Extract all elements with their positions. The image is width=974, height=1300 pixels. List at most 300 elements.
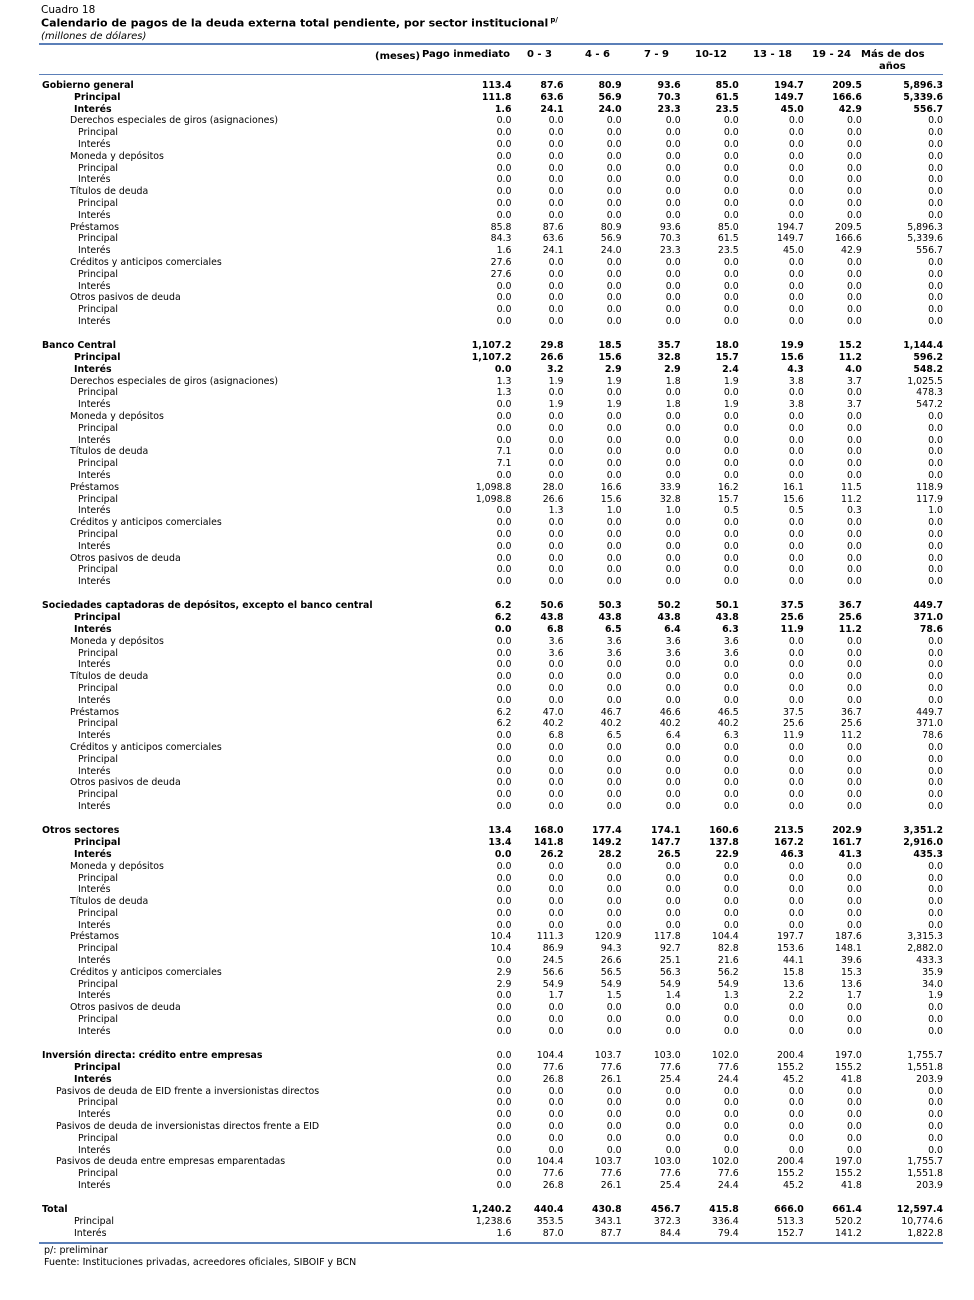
value-cell: 3.6: [665, 647, 681, 659]
value-cell: 0.0: [788, 280, 804, 292]
value-cell: 3.8: [788, 375, 804, 387]
value-cell: 0.0: [846, 256, 862, 268]
table-title: [41, 16, 558, 30]
value-cell: 1.3: [496, 387, 512, 399]
table-row: [39, 1014, 943, 1026]
value-cell: 3,315.3: [907, 931, 943, 943]
table-row: [39, 364, 943, 376]
value-cell: 0.0: [723, 860, 739, 872]
value-cell: 0.0: [496, 907, 512, 919]
value-cell: 0.0: [928, 765, 943, 777]
value-cell: 0.0: [606, 256, 622, 268]
value-cell: 0.0: [496, 1025, 512, 1037]
value-cell: 104.4: [536, 1156, 564, 1168]
value-cell: 0.0: [928, 150, 943, 162]
debt-schedule-table: [39, 80, 943, 1240]
value-cell: 5,339.6: [907, 233, 943, 245]
value-cell: 0.0: [494, 624, 512, 636]
table-row: [39, 233, 943, 245]
table-row: [39, 849, 943, 861]
value-cell: 0.0: [496, 304, 512, 316]
value-cell: 0.0: [606, 268, 622, 280]
value-cell: 0.0: [665, 268, 681, 280]
value-cell: 0.0: [496, 517, 512, 529]
value-cell: 37.5: [782, 706, 804, 718]
value-cell: 0.0: [606, 576, 622, 588]
value-cell: 0.0: [788, 919, 804, 931]
value-cell: 0.0: [723, 256, 739, 268]
value-cell: 0.0: [846, 174, 862, 186]
row-label: Moneda y depósitos: [70, 860, 164, 872]
value-cell: 0.0: [496, 1014, 512, 1026]
value-cell: 0.0: [606, 411, 622, 423]
value-cell: 0.0: [496, 635, 512, 647]
unit-note: (millones de dólares): [41, 31, 147, 42]
row-label: Principal: [78, 233, 118, 245]
value-cell: 23.3: [659, 245, 681, 257]
value-cell: 0.0: [788, 150, 804, 162]
value-cell: 0.0: [928, 635, 943, 647]
value-cell: 0.0: [928, 860, 943, 872]
table-row: [39, 896, 943, 908]
table-row: [39, 127, 943, 139]
value-cell: 25.6: [780, 612, 804, 624]
value-cell: 0.0: [846, 742, 862, 754]
value-cell: 0.0: [846, 683, 862, 695]
value-cell: 5,896.3: [907, 221, 943, 233]
value-cell: 45.0: [782, 245, 804, 257]
value-cell: 1.7: [548, 990, 564, 1002]
row-label: Títulos de deuda: [70, 186, 149, 198]
value-cell: 1.9: [723, 375, 739, 387]
value-cell: 200.4: [776, 1050, 804, 1062]
value-cell: 80.9: [600, 221, 622, 233]
value-cell: 155.2: [776, 1168, 804, 1180]
value-cell: 40.2: [717, 718, 739, 730]
value-cell: 0.0: [548, 1014, 564, 1026]
table-row: [39, 517, 943, 529]
value-cell: 103.0: [653, 1050, 681, 1062]
value-cell: 0.0: [723, 659, 739, 671]
value-cell: 166.6: [832, 91, 862, 103]
value-cell: 0.0: [548, 1132, 564, 1144]
value-cell: 0.0: [723, 150, 739, 162]
value-cell: 1,238.6: [475, 1216, 512, 1228]
value-cell: 0.0: [723, 801, 739, 813]
value-cell: 25.6: [841, 718, 862, 730]
table-row: [39, 352, 943, 364]
row-label: Principal: [78, 268, 118, 280]
value-cell: 0.0: [788, 127, 804, 139]
value-cell: 0.0: [788, 765, 804, 777]
value-cell: 86.9: [542, 943, 564, 955]
value-cell: 6.8: [548, 730, 564, 742]
value-cell: 2.2: [788, 990, 804, 1002]
value-cell: 0.0: [665, 150, 681, 162]
value-cell: 0.0: [928, 186, 943, 198]
value-cell: 0.0: [548, 683, 564, 695]
row-label: Principal: [78, 458, 118, 470]
spacer-row: [39, 1192, 943, 1205]
value-cell: 87.6: [542, 221, 564, 233]
value-cell: 24.5: [542, 955, 564, 967]
value-cell: 0.0: [496, 411, 512, 423]
table-row: [39, 600, 943, 612]
value-cell: 35.9: [922, 966, 943, 978]
value-cell: 15.6: [598, 352, 622, 364]
row-label: Principal: [78, 1132, 118, 1144]
col-header-mas-de-dos: Más de dos: [861, 49, 925, 60]
value-cell: 24.1: [540, 103, 564, 115]
table-row: [39, 1109, 943, 1121]
value-cell: 0.0: [548, 860, 564, 872]
value-cell: 0.0: [548, 197, 564, 209]
value-cell: 1.8: [665, 375, 681, 387]
value-cell: 0.0: [788, 304, 804, 316]
value-cell: 0.0: [846, 150, 862, 162]
value-cell: 0.0: [846, 517, 862, 529]
value-cell: 0.0: [846, 907, 862, 919]
row-label: Pasivos de deuda de inversionistas directos frente a EID: [56, 1120, 320, 1132]
value-cell: 11.2: [838, 624, 862, 636]
value-cell: 1.6: [494, 103, 512, 115]
value-cell: 26.1: [600, 1179, 622, 1191]
value-cell: 0.0: [606, 186, 622, 198]
value-cell: 61.5: [715, 91, 739, 103]
value-cell: 3.6: [665, 635, 681, 647]
table-row: [39, 1026, 943, 1038]
value-cell: 0.0: [496, 884, 512, 896]
value-cell: 0.0: [496, 470, 512, 481]
value-cell: 0.0: [496, 789, 512, 801]
row-label: Títulos de deuda: [70, 446, 149, 458]
value-cell: 0.0: [548, 919, 564, 931]
value-cell: 0.0: [723, 138, 739, 150]
row-label: Créditos y anticipos comerciales: [70, 742, 222, 754]
table-row: [39, 659, 943, 671]
row-label: Interés: [78, 765, 111, 777]
value-cell: 0.0: [846, 315, 862, 327]
value-cell: 0.0: [846, 1014, 862, 1026]
table-row: [39, 1050, 943, 1062]
value-cell: 0.0: [846, 304, 862, 316]
value-cell: 15.8: [782, 966, 804, 978]
value-cell: 449.7: [913, 600, 943, 612]
value-cell: 26.6: [600, 955, 622, 967]
value-cell: 87.6: [540, 80, 564, 91]
value-cell: 0.0: [548, 896, 564, 908]
row-label: Interés: [78, 174, 111, 186]
table-row: [39, 1097, 943, 1109]
value-cell: 43.8: [657, 612, 681, 624]
row-label: Principal: [78, 943, 118, 955]
value-cell: 194.7: [776, 221, 804, 233]
value-cell: 3,351.2: [903, 825, 943, 837]
value-cell: 11.5: [841, 481, 862, 493]
value-cell: 117.9: [916, 493, 943, 505]
row-label: Sociedades captadoras de depósitos, excepto el banco central: [42, 600, 373, 612]
value-cell: 0.0: [665, 115, 681, 127]
value-cell: 77.6: [600, 1168, 622, 1180]
value-cell: 0.0: [928, 209, 943, 221]
value-cell: 5,896.3: [903, 80, 943, 91]
row-label: Interés: [78, 1179, 111, 1191]
value-cell: 0.0: [846, 1025, 862, 1037]
value-cell: 0.0: [665, 174, 681, 186]
table-row: [39, 292, 943, 304]
table-row: [39, 104, 943, 116]
value-cell: 0.0: [928, 1097, 943, 1109]
row-label: Préstamos: [70, 931, 119, 943]
value-cell: 0.0: [606, 540, 622, 552]
value-cell: 27.6: [490, 268, 512, 280]
table-row: [39, 979, 943, 991]
spacer-cell: [39, 328, 943, 341]
table-row: [39, 1074, 943, 1086]
value-cell: 15.7: [717, 493, 739, 505]
value-cell: 353.5: [536, 1216, 564, 1228]
row-label: Total: [42, 1204, 68, 1216]
value-cell: 0.0: [723, 315, 739, 327]
table-row: [39, 139, 943, 151]
value-cell: 25.6: [838, 612, 862, 624]
value-cell: 0.0: [788, 517, 804, 529]
row-label: Principal: [78, 718, 118, 730]
value-cell: 0.0: [846, 1132, 862, 1144]
value-cell: 24.4: [717, 1073, 739, 1085]
table-row: [39, 269, 943, 281]
table-row: [39, 648, 943, 660]
value-cell: 0.0: [548, 777, 564, 789]
value-cell: 11.9: [782, 730, 804, 742]
row-label: Principal: [78, 647, 118, 659]
value-cell: 0.0: [548, 576, 564, 588]
value-cell: 0.0: [548, 411, 564, 423]
table-row: [39, 695, 943, 707]
value-cell: 6.2: [494, 612, 512, 624]
value-cell: 0.0: [548, 884, 564, 896]
value-cell: 0.0: [496, 399, 512, 411]
value-cell: 0.0: [723, 896, 739, 908]
value-cell: 2,916.0: [903, 837, 943, 849]
value-cell: 0.0: [723, 742, 739, 754]
value-cell: 0.0: [723, 540, 739, 552]
value-cell: 0.0: [665, 540, 681, 552]
row-label: Principal: [78, 127, 118, 139]
table-row: [39, 636, 943, 648]
value-cell: 0.0: [665, 387, 681, 399]
value-cell: 0.0: [723, 127, 739, 139]
value-cell: 0.0: [788, 635, 804, 647]
value-cell: 0.0: [496, 1168, 512, 1180]
value-cell: 0.0: [665, 256, 681, 268]
value-cell: 0.0: [788, 528, 804, 540]
value-cell: 0.0: [846, 115, 862, 127]
value-cell: 0.0: [723, 907, 739, 919]
value-cell: 56.3: [659, 966, 681, 978]
value-cell: 155.2: [835, 1168, 862, 1180]
value-cell: 0.0: [788, 777, 804, 789]
row-label: Principal: [78, 197, 118, 209]
row-label: Principal: [78, 1014, 118, 1026]
value-cell: 0.0: [788, 789, 804, 801]
table-row: [39, 541, 943, 553]
value-cell: 6.2: [494, 600, 512, 612]
value-cell: 26.8: [542, 1073, 564, 1085]
value-cell: 0.0: [928, 127, 943, 139]
value-cell: 168.0: [533, 825, 564, 837]
value-cell: 0.0: [846, 659, 862, 671]
value-cell: 0.0: [665, 907, 681, 919]
value-cell: 0.0: [788, 860, 804, 872]
value-cell: 0.0: [548, 446, 564, 458]
value-cell: 7.1: [496, 458, 512, 470]
value-cell: 177.4: [591, 825, 622, 837]
value-cell: 0.0: [496, 1097, 512, 1109]
value-cell: 85.8: [490, 221, 512, 233]
value-cell: 54.9: [659, 978, 681, 990]
value-cell: 0.0: [723, 470, 739, 481]
value-cell: 50.1: [715, 600, 739, 612]
value-cell: 0.0: [548, 765, 564, 777]
value-cell: 0.0: [548, 209, 564, 221]
value-cell: 23.5: [715, 103, 739, 115]
value-cell: 0.0: [723, 1014, 739, 1026]
value-cell: 0.0: [496, 1073, 512, 1085]
value-cell: 35.7: [657, 340, 681, 352]
row-label: Principal: [78, 907, 118, 919]
value-cell: 0.0: [496, 647, 512, 659]
value-cell: 0.0: [788, 162, 804, 174]
value-cell: 149.7: [774, 91, 804, 103]
value-cell: 84.3: [490, 233, 512, 245]
value-cell: 0.0: [606, 528, 622, 540]
value-cell: 0.0: [548, 256, 564, 268]
value-cell: 0.0: [928, 659, 943, 671]
value-cell: 29.8: [540, 340, 564, 352]
value-cell: 0.0: [846, 789, 862, 801]
value-cell: 102.0: [711, 1050, 739, 1062]
table-row: [39, 837, 943, 849]
value-cell: 0.0: [723, 304, 739, 316]
value-cell: 0.0: [665, 860, 681, 872]
value-cell: 0.0: [846, 753, 862, 765]
table-row: [39, 1002, 943, 1014]
value-cell: 0.0: [496, 694, 512, 706]
value-cell: 0.0: [723, 268, 739, 280]
value-cell: 0.0: [788, 552, 804, 564]
value-cell: 0.0: [665, 777, 681, 789]
row-label: Interés: [78, 540, 111, 552]
value-cell: 0.0: [788, 256, 804, 268]
value-cell: 0.0: [928, 884, 943, 896]
value-cell: 0.0: [928, 777, 943, 789]
value-cell: 0.0: [928, 1025, 943, 1037]
value-cell: 0.0: [788, 801, 804, 813]
value-cell: 54.9: [542, 978, 564, 990]
table-row: [39, 624, 943, 636]
value-cell: 6.4: [664, 624, 681, 636]
value-cell: 0.0: [723, 777, 739, 789]
value-cell: 137.8: [709, 837, 739, 849]
value-cell: 103.0: [653, 1156, 681, 1168]
table-row: [39, 683, 943, 695]
value-cell: 26.8: [542, 1179, 564, 1191]
table-row: [39, 458, 943, 470]
value-cell: 0.0: [928, 434, 943, 446]
value-cell: 0.0: [723, 280, 739, 292]
value-cell: 0.0: [928, 564, 943, 576]
value-cell: 160.6: [709, 825, 739, 837]
value-cell: 0.0: [928, 896, 943, 908]
value-cell: 0.0: [548, 801, 564, 813]
value-cell: 0.0: [606, 115, 622, 127]
value-cell: 77.6: [659, 1168, 681, 1180]
meses-label: (meses): [375, 51, 421, 62]
value-cell: 0.0: [723, 174, 739, 186]
value-cell: 0.0: [928, 422, 943, 434]
value-cell: 0.0: [665, 411, 681, 423]
table-row: [39, 766, 943, 778]
value-cell: 0.0: [496, 1109, 512, 1121]
value-cell: 39.6: [841, 955, 862, 967]
value-cell: 87.7: [600, 1227, 622, 1239]
value-cell: 0.0: [788, 1144, 804, 1156]
value-cell: 0.0: [788, 694, 804, 706]
col-header-7-9: 7 - 9: [643, 49, 669, 60]
value-cell: 0.0: [928, 801, 943, 813]
value-cell: 0.0: [496, 505, 512, 517]
table-row: [39, 435, 943, 447]
value-cell: 0.0: [665, 1097, 681, 1109]
value-cell: 0.0: [788, 268, 804, 280]
row-label: Principal: [78, 683, 118, 695]
value-cell: 0.0: [928, 789, 943, 801]
value-cell: 82.8: [717, 943, 739, 955]
value-cell: 0.0: [723, 576, 739, 588]
col-header-anos: años: [879, 61, 906, 72]
value-cell: 18.0: [715, 340, 739, 352]
value-cell: 0.0: [496, 990, 512, 1002]
value-cell: 77.6: [717, 1061, 739, 1073]
value-cell: 0.0: [846, 186, 862, 198]
value-cell: 0.0: [665, 528, 681, 540]
value-cell: 40.2: [542, 718, 564, 730]
value-cell: 0.0: [788, 753, 804, 765]
value-cell: 0.0: [665, 896, 681, 908]
value-cell: 152.7: [776, 1227, 804, 1239]
value-cell: 0.0: [665, 517, 681, 529]
value-cell: 1.6: [496, 1227, 512, 1239]
value-cell: 0.0: [665, 694, 681, 706]
value-cell: 0.0: [723, 162, 739, 174]
value-cell: 10.4: [490, 943, 512, 955]
spacer-row: [39, 328, 943, 341]
value-cell: 24.0: [598, 103, 622, 115]
value-cell: 41.8: [841, 1073, 862, 1085]
value-cell: 32.8: [659, 493, 681, 505]
value-cell: 0.0: [606, 694, 622, 706]
value-cell: 0.0: [788, 411, 804, 423]
row-label: Principal: [78, 528, 118, 540]
value-cell: 0.0: [665, 446, 681, 458]
value-cell: 1.0: [606, 505, 622, 517]
value-cell: 0.0: [496, 174, 512, 186]
value-cell: 21.6: [717, 955, 739, 967]
table-row: [39, 340, 943, 352]
value-cell: 0.0: [665, 304, 681, 316]
row-label: Principal: [78, 978, 118, 990]
